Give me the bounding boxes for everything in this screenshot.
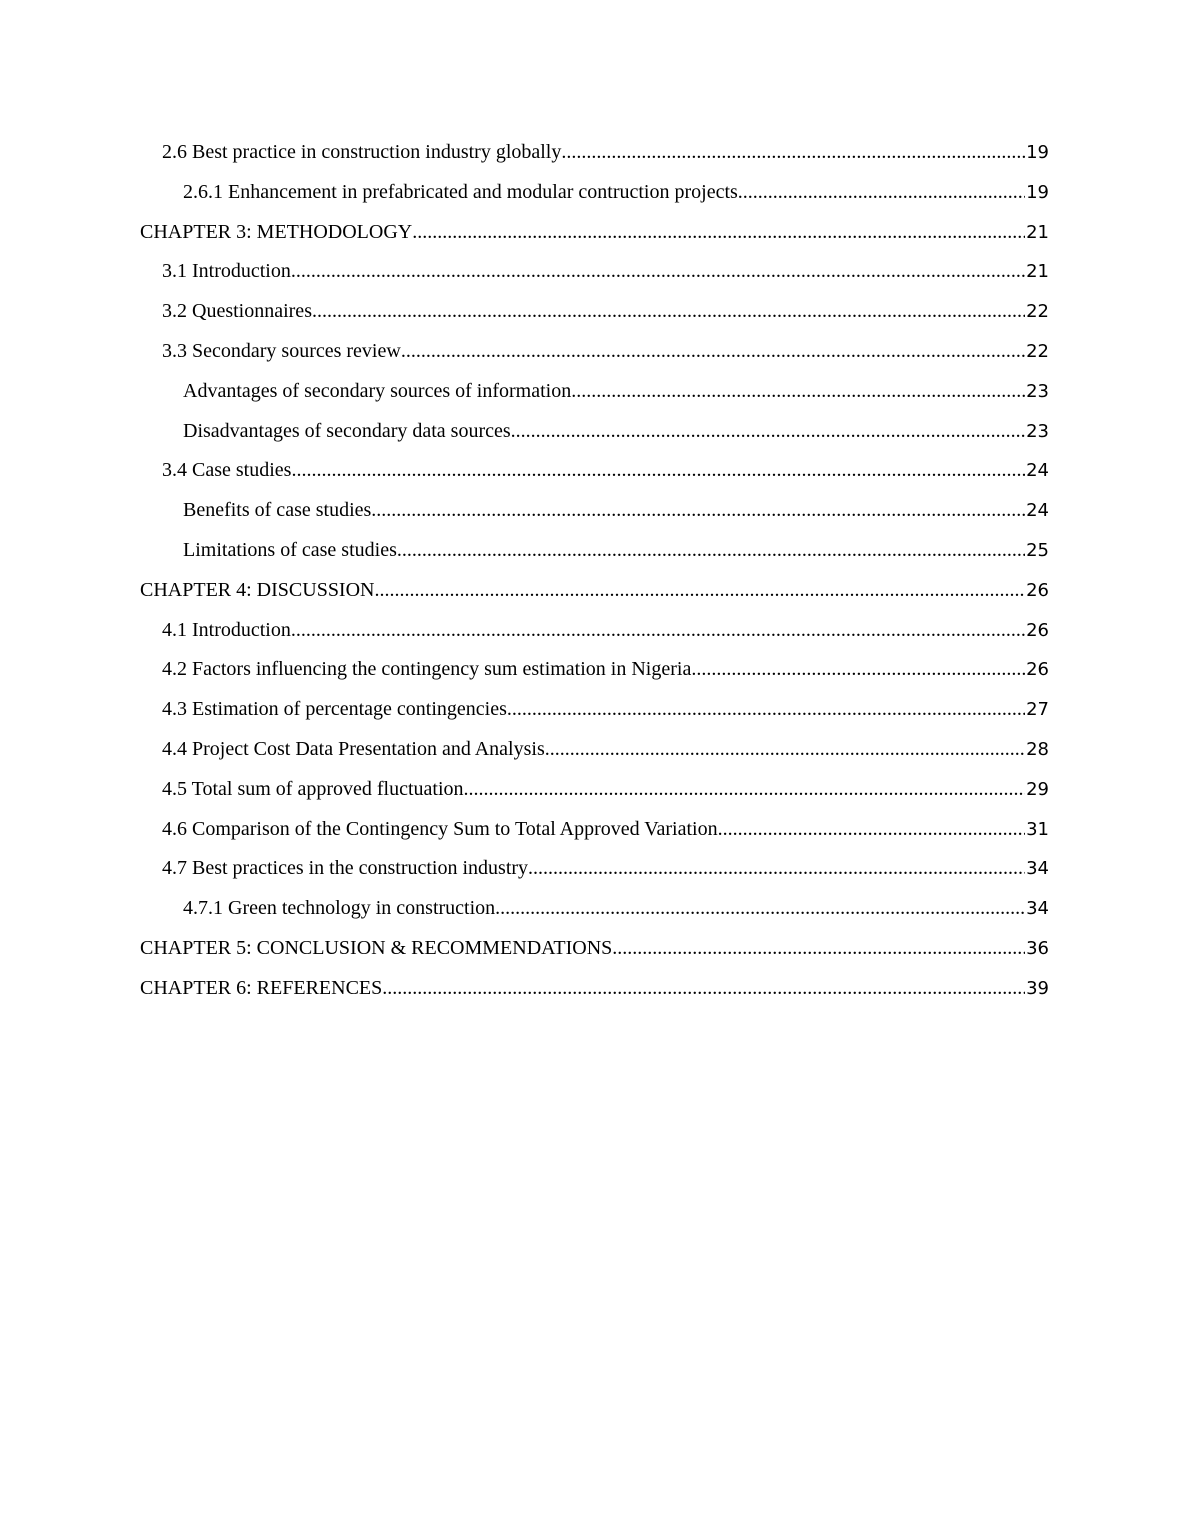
table-of-contents [140,133,1049,1009]
toc-entry-title: 4.3 Estimation of percentage contingencies [162,698,507,721]
toc-dot-leader [495,889,1025,929]
toc-entry-title: 2.6.1 Enhancement in prefabricated and modular contruction projects [183,180,738,203]
toc-entry-title: Limitations of case studies [183,538,397,561]
toc-entry[interactable] [140,292,1049,332]
toc-dot-leader [374,571,1025,611]
toc-entry-title: 4.7.1 Green technology in construction [183,897,496,920]
toc-dot-leader [718,810,1026,850]
toc-entry[interactable] [140,372,1049,412]
toc-entry[interactable] [140,849,1049,889]
toc-dot-leader [612,929,1025,969]
toc-dot-leader [561,133,1025,173]
toc-entry-page-number: 29 [1026,778,1049,800]
toc-entry-page-number: 22 [1026,340,1049,362]
toc-entry-title: 4.4 Project Cost Data Presentation and Analysis [162,737,545,760]
toc-entry-title: 3.4 Case studies [162,459,292,482]
toc-dot-leader [412,213,1025,253]
toc-entry[interactable] [140,929,1049,969]
toc-entry[interactable] [140,412,1049,452]
toc-entry-page-number: 28 [1026,738,1049,760]
toc-entry[interactable] [140,690,1049,730]
toc-entry-title: CHAPTER 3: METHODOLOGY [140,220,413,243]
toc-dot-leader [464,770,1026,810]
toc-entry-page-number: 34 [1026,858,1049,880]
toc-entry[interactable] [140,650,1049,690]
toc-entry-page-number: 34 [1026,898,1049,920]
toc-dot-leader [382,969,1025,1009]
toc-entry-title: 2.6 Best practice in construction industry globally [162,141,562,163]
toc-dot-leader [545,730,1025,770]
toc-dot-leader [291,611,1025,651]
toc-entry-title: Benefits of case studies [183,499,372,522]
toc-dot-leader [397,531,1025,571]
toc-entry[interactable] [140,969,1049,1009]
toc-entry[interactable] [140,213,1049,253]
toc-dot-leader [371,491,1025,531]
toc-entry-page-number: 19 [1026,181,1049,203]
toc-entry[interactable] [140,611,1049,651]
toc-dot-leader [571,372,1025,412]
toc-entry-title: Disadvantages of secondary data sources [183,419,511,442]
toc-entry-title: CHAPTER 6: REFERENCES [140,976,383,999]
toc-entry-title: CHAPTER 4: DISCUSSION [140,578,375,601]
toc-dot-leader [401,332,1025,372]
toc-entry[interactable] [140,451,1049,491]
toc-entry-title: CHAPTER 5: CONCLUSION & RECOMMENDATIONS [140,936,613,959]
toc-entry-page-number: 25 [1026,539,1049,561]
toc-entry[interactable] [140,810,1049,850]
toc-entry-title: 3.1 Introduction [162,260,291,283]
toc-entry[interactable] [140,133,1049,173]
toc-entry-page-number: 23 [1026,420,1049,442]
toc-dot-leader [738,173,1025,213]
toc-entry-page-number: 39 [1026,977,1049,999]
toc-entry-page-number: 26 [1026,659,1049,681]
toc-entry-title: 3.3 Secondary sources review [162,339,401,362]
toc-entry[interactable] [140,531,1049,571]
toc-entry-title: 4.7 Best practices in the construction industry [162,857,529,880]
toc-entry-title: 4.1 Introduction [162,618,291,641]
toc-entry[interactable] [140,491,1049,531]
toc-entry-title: 4.5 Total sum of approved fluctuation [162,777,464,800]
toc-entry-page-number: 36 [1026,937,1049,959]
toc-entry-page-number: 21 [1026,261,1049,283]
toc-entry[interactable] [140,571,1049,611]
toc-entry-page-number: 27 [1026,699,1049,721]
toc-dot-leader [528,849,1025,889]
toc-entry-page-number: 24 [1026,500,1049,522]
toc-entry-page-number: 22 [1026,301,1049,323]
toc-entry-title: 4.2 Factors influencing the contingency sum estimation in Nigeria [162,658,692,681]
toc-entry-page-number: 24 [1026,460,1049,482]
toc-entry-title: 3.2 Questionnaires [162,300,312,323]
toc-entry-page-number: 21 [1026,221,1049,243]
toc-entry-page-number: 26 [1026,619,1049,641]
toc-entry-page-number: 23 [1026,380,1049,402]
toc-dot-leader [511,412,1025,452]
toc-dot-leader [691,650,1025,690]
toc-dot-leader [312,292,1025,332]
toc-entry-title: 4.6 Comparison of the Contingency Sum to Total Approved Variation [162,817,718,840]
toc-entry[interactable] [140,332,1049,372]
toc-dot-leader [291,451,1025,491]
toc-entry[interactable] [140,173,1049,213]
toc-entry-page-number: 26 [1026,579,1049,601]
toc-dot-leader [507,690,1025,730]
toc-entry[interactable] [140,252,1049,292]
toc-entry[interactable] [140,730,1049,770]
toc-entry-title: Advantages of secondary sources of information [183,379,572,402]
toc-entry[interactable] [140,889,1049,929]
toc-entry-page-number: 31 [1026,818,1049,840]
toc-entry-page-number: 19 [1026,142,1049,163]
toc-entry[interactable] [140,770,1049,810]
toc-dot-leader [291,252,1025,292]
